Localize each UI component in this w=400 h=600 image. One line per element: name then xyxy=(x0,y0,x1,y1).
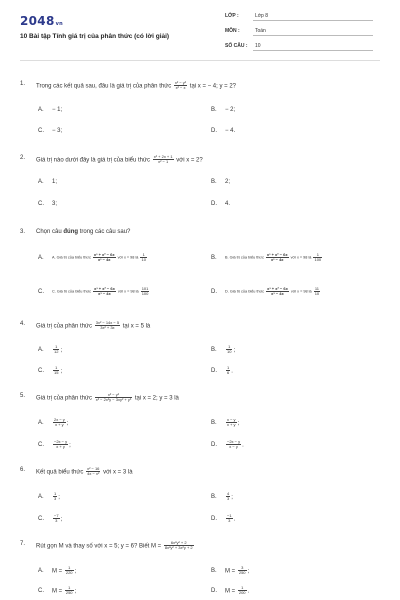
option-3c[interactable]: C. C. Giá trị của biểu thức $\frac{\text{x³ + x² − 6x}}{\text{x³ − 4x}}$ với x = 98 là $\frac{101}{100}$ xyxy=(38,286,149,297)
option-7a[interactable]: A. M = $\frac{1}{220}$ ; xyxy=(38,565,77,576)
fraction: $\frac{\text{x² − y²}}{\text{x³ − 2x²y − 3xy² + y³}}$ xyxy=(95,392,132,403)
option-1c[interactable]: C. − 3; xyxy=(38,128,63,134)
option-4a[interactable]: A. $\frac{1}{12}$ ; xyxy=(38,344,63,355)
option-3a[interactable]: A. A. Giá trị của biểu thức $\frac{\text{x³ + x² − 6x}}{\text{x³ − 4x}}$ với x = 98 là $\frac{1}{10}$ xyxy=(38,252,146,263)
question-text: Kết quả biểu thức $\frac{\text{x² − 16}}{\text{4x − x²}}$ với x = 3 là xyxy=(36,466,133,477)
question-text: Giá trị của phân thức $\frac{\text{3x² − 14x − 5}}{\text{3x² + 3x}}$ tại x = 5 là xyxy=(36,320,151,331)
option-6a[interactable]: A. $\frac{1}{3}$ ; xyxy=(38,491,60,502)
option-3b[interactable]: B. B. Giá trị của biểu thức $\frac{\text{x³ + x² − 6x}}{\text{x³ − 4x}}$ với x = 98 là $\frac{1}{100}$ xyxy=(211,252,322,263)
fraction: $\frac{\text{x² − 16}}{\text{4x − x²}}$ xyxy=(87,466,100,477)
option-3d[interactable]: D. D. Giá trị của biểu thức $\frac{\text{x³ + x² − 6x}}{\text{x³ − 4x}}$ với x = 98 là $\frac{11}{10}$ xyxy=(211,286,320,297)
option-1b[interactable]: B. − 2; xyxy=(211,107,236,113)
option-5c[interactable]: C. $\frac{-2x - y}{x + y}$ ; xyxy=(38,439,71,450)
option-7d[interactable]: D. M = $\frac{1}{200}$ . xyxy=(211,585,250,596)
option-7c[interactable]: C. M = $\frac{1}{250}$ ; xyxy=(38,585,77,596)
option-6c[interactable]: C. $\frac{-7}{3}$ ; xyxy=(38,513,63,524)
document-title: 10 Bài tập Tính giá trị của phân thức (có lời giải) xyxy=(20,33,170,40)
fraction: $\frac{\text{x² − y²}}{\text{x² − x}}$ xyxy=(174,80,187,91)
question-text: Giá trị nào dưới đây là giá trị của biểu thức $\frac{\text{x² + 2x + 1}}{\text{x² − 1}}$ với x = 2? xyxy=(36,154,203,165)
option-2b[interactable]: B. 2; xyxy=(211,179,231,185)
option-1d[interactable]: D. − 4. xyxy=(211,128,236,134)
option-4d[interactable]: D. $\frac{1}{6}$ . xyxy=(211,365,233,376)
option-2a[interactable]: A. 1; xyxy=(38,179,58,185)
option-5d[interactable]: D. $\frac{-2x - y}{x - y}$ . xyxy=(211,439,244,450)
option-6d[interactable]: D. $\frac{-1}{3}$ . xyxy=(211,513,236,524)
option-7b[interactable]: B. M = $\frac{3}{250}$ ; xyxy=(211,565,250,576)
fraction: $\frac{\text{x² + 2x + 1}}{\text{x² − 1}}$ xyxy=(153,154,173,165)
question-text: Trong các kết quả sau, đâu là giá trị của phân thức $\frac{\text{x² − y²}}{\text{x² − x}}$ tại x = − 4; y = 2? xyxy=(36,80,236,91)
option-1a[interactable]: A. − 1; xyxy=(38,107,63,113)
option-2c[interactable]: C. 3; xyxy=(38,201,58,207)
question-text: Chọn câu đúng trong các câu sau? xyxy=(36,229,131,235)
option-4c[interactable]: C. $\frac{1}{15}$ ; xyxy=(38,365,63,376)
document-header: 2048vn 10 Bài tập Tính giá trị của phân thức (có lời giải) LỚP : Lớp 8 MÔN : Toán SỐ CÂU : 10 xyxy=(0,0,400,60)
option-6b[interactable]: B. $\frac{4}{3}$ ; xyxy=(211,491,233,502)
fraction: $\frac{\text{6x²y² + 2}}{\text{8x²y² + 3x²y + 2}}$ xyxy=(164,540,193,551)
question-text: Giá trị của phân thức $\frac{\text{x² − y²}}{\text{x³ − 2x²y − 3xy² + y³}}$ tại x = 2; y = 3 là xyxy=(36,392,179,403)
site-logo[interactable]: 2048vn xyxy=(20,14,64,28)
question-text: Rút gọn M và thay số với x = 5; y = 6? Biết M = $\frac{\text{6x²y² + 2}}{\text{8x²y² + 3x²y + 2}}$ xyxy=(36,540,193,551)
fraction: $\frac{\text{3x² − 14x − 5}}{\text{3x² + 3x}}$ xyxy=(95,320,120,331)
header-divider xyxy=(20,60,380,61)
option-5a[interactable]: A. $\frac{2x - y}{x + y}$ ; xyxy=(38,417,69,428)
option-5b[interactable]: B. $\frac{x - y}{x + y}$ ; xyxy=(211,417,240,428)
option-4b[interactable]: B. $\frac{1}{10}$ ; xyxy=(211,344,236,355)
option-2d[interactable]: D. 4. xyxy=(211,201,231,207)
